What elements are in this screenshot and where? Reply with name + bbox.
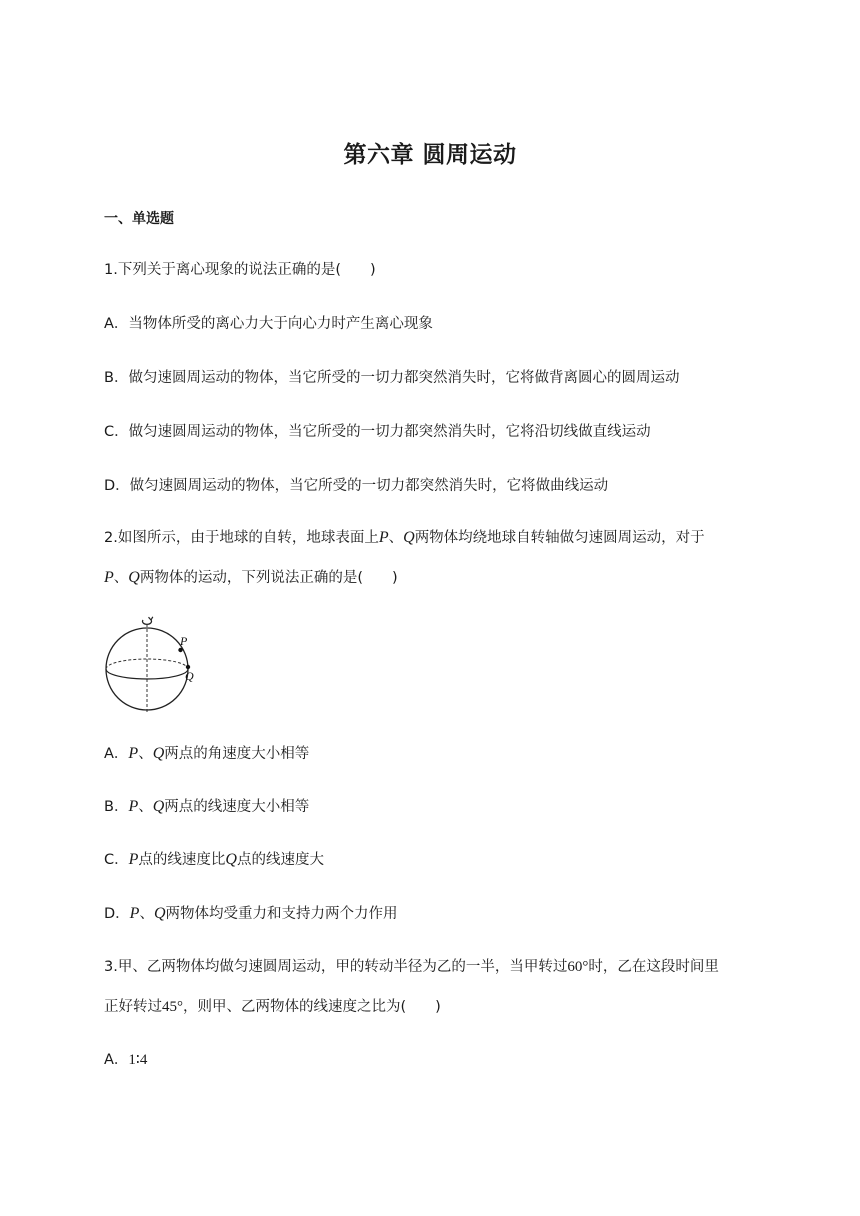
q3-stem-text: 正好转过 <box>104 999 162 1015</box>
var-p: P <box>128 851 139 868</box>
option-text: 点的线速度比 <box>138 852 226 868</box>
q1-option-a: A．当物体所受的离心力大于向心力时产生离心现象 <box>104 316 433 332</box>
angle-value: 60° <box>567 959 589 975</box>
var-p: P <box>128 745 139 762</box>
q2-option-a <box>104 744 309 764</box>
separator: 、 <box>113 570 129 586</box>
var-q: Q <box>152 798 165 815</box>
q2-option-c <box>104 850 324 870</box>
q2-stem-text: 两物体均绕地球自转轴做匀速圆周运动，对于 <box>414 530 705 546</box>
q2-stem-line-1 <box>104 528 705 548</box>
option-prefix: A． <box>104 746 129 762</box>
separator: 、 <box>139 906 154 922</box>
ratio-value: 1∶4 <box>128 1052 148 1068</box>
option-prefix: A． <box>104 1052 129 1068</box>
var-q: Q <box>403 529 415 546</box>
var-q: Q <box>153 905 166 922</box>
label-p: P <box>180 634 188 648</box>
angle-value: 45° <box>162 999 183 1015</box>
q3-stem-text: ，则甲、乙两物体的线速度之比为( ) <box>183 999 441 1015</box>
rotation-arrow-icon <box>143 620 152 624</box>
var-p: P <box>378 529 389 546</box>
var-q: Q <box>225 851 237 868</box>
page-title: 第六章 圆周运动 <box>343 142 517 168</box>
option-prefix: C． <box>104 852 129 868</box>
option-text: 两点的线速度大小相等 <box>164 799 310 815</box>
point-p <box>178 648 182 652</box>
var-p: P <box>129 905 140 922</box>
q1-option-d: D．做匀速圆周运动的物体，当它所受的一切力都突然消失时，它将做曲线运动 <box>104 478 609 494</box>
q3-stem-text: 3.甲、乙两物体均做匀速圆周运动，甲的转动半径为乙的一半，当甲转过 <box>104 959 568 975</box>
q1-option-c: C．做匀速圆周运动的物体，当它所受的一切力都突然消失时，它将沿切线做直线运动 <box>104 424 651 440</box>
option-text: 两物体均受重力和支持力两个力作用 <box>165 906 398 922</box>
q2-stem-text: 2.如图所示，由于地球的自转，地球表面上 <box>104 530 379 546</box>
var-p: P <box>128 798 139 815</box>
q3-stem-text: 时，乙在这段时间里 <box>588 959 719 975</box>
separator: 、 <box>138 746 153 762</box>
q1-option-b: B．做匀速圆周运动的物体，当它所受的一切力都突然消失时，它将做背离圆心的圆周运动 <box>104 370 680 386</box>
option-text: 两点的角速度大小相等 <box>164 746 310 762</box>
option-prefix: D． <box>104 906 130 922</box>
q3-option-a <box>104 1050 147 1070</box>
label-q: Q <box>185 669 194 683</box>
q2-stem-line-2 <box>104 568 398 588</box>
earth-rotation-figure <box>102 614 198 714</box>
q2-option-d <box>104 904 398 924</box>
q1-stem: 1.下列关于离心现象的说法正确的是( ) <box>104 262 376 278</box>
var-q: Q <box>152 745 165 762</box>
var-q: Q <box>128 569 140 586</box>
q3-stem-line-1 <box>104 957 719 977</box>
q2-option-b <box>104 797 309 817</box>
option-prefix: B． <box>104 799 129 815</box>
separator: 、 <box>138 799 153 815</box>
section-heading: 一、单选题 <box>104 211 174 227</box>
separator: 、 <box>388 530 404 546</box>
var-p: P <box>104 569 114 586</box>
q3-stem-line-2 <box>104 997 441 1017</box>
arrowhead-icon <box>149 617 153 620</box>
q2-stem-text: 两物体的运动，下列说法正确的是( ) <box>139 570 398 586</box>
option-text: 点的线速度大 <box>236 852 324 868</box>
